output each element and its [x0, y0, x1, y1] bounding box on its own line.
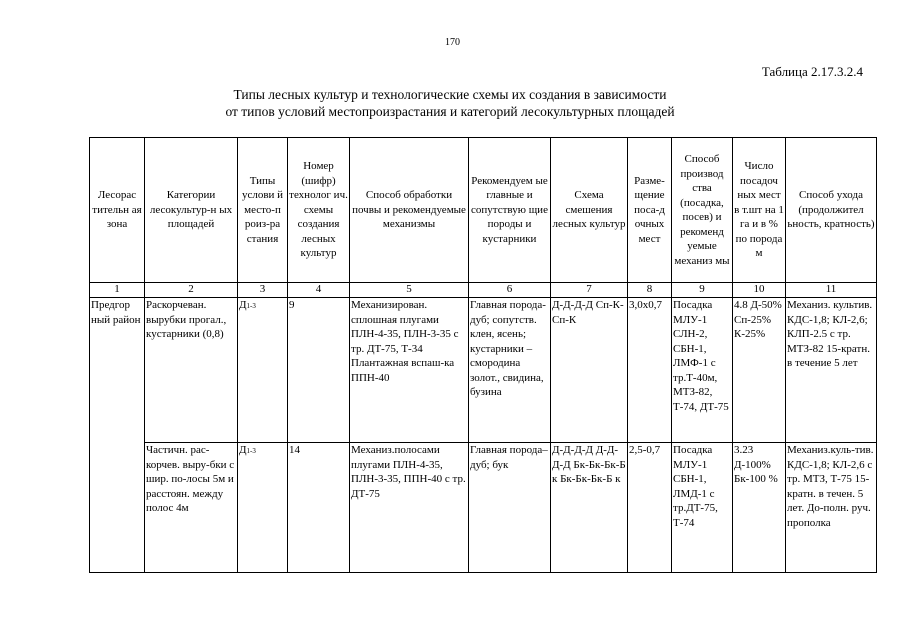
header-soil-treatment: Способ обработки почвы и рекомендуемые механизмы: [350, 138, 469, 283]
column-number: 5: [350, 283, 469, 298]
method-cell: Посадка МЛУ-1 СЛН-2, СБН-1, ЛМФ-1 с тр.Т-40м, МТЗ-82, Т-74, ДТ-75: [672, 298, 733, 443]
table-row: [90, 443, 877, 573]
table-title: [150, 86, 750, 120]
header-site-type: Типы услови й место-п роиз-ра стания: [238, 138, 288, 283]
category-cell: Раскорчеван. вырубки прогал., кустарники (0,8): [145, 298, 238, 443]
table-id: Таблица 2.17.3.2.4: [761, 64, 863, 79]
column-number: 7: [551, 283, 628, 298]
site-type-main: Д: [239, 299, 247, 311]
species-cell: Главная порода-дуб; сопутств. клен, ясень; кустарники – смородина золот., свидина, бузина: [469, 298, 551, 443]
soil-cell: Механиз.полосами плугами ПЛН-4-35, ПЛН-3-35, ППН-40 с тр. ДТ-75: [350, 443, 469, 573]
soil-cell: Механизирован. сплошная плугами ПЛН-4-35, ПЛН-3-35 с тр. ДТ-75, Т-34 Плантажная вспаш-ка ППН-40: [350, 298, 469, 443]
table-row: [90, 298, 877, 443]
column-number: 3: [238, 283, 288, 298]
site-type-main: Д: [239, 444, 247, 456]
mixing-cell: Д-Д-Д-Д Д-Д-Д-Д Бк-Бк-Бк-Б к Бк-Бк-Бк-Б к: [551, 443, 628, 573]
species-cell: Главная порода–дуб; бук: [469, 443, 551, 573]
category-cell: Частичн. рас-корчев. выру-бки с шир. по-лосы 5м и расстоян. между полос 4м: [145, 443, 238, 573]
title-line-1: Типы лесных культур и технологические схемы их создания в зависимости: [233, 87, 667, 102]
site-type-cell: [238, 443, 288, 573]
count-cell: 4.8 Д-50% Сп-25% К-25%: [733, 298, 786, 443]
zone-cell: Предгор ный район: [90, 298, 145, 573]
header-row: [90, 138, 877, 283]
care-cell: Механиз. культив. КДС-1,8; КЛ-2,6; КЛП-2.5 с тр. МТЗ-82 15-кратн. в течение 5 лет: [786, 298, 877, 443]
header-production-method: Способ производ ства (посадка, посев) и рекоменд уемые механиз мы: [672, 138, 733, 283]
scheme-cell: 9: [288, 298, 350, 443]
header-mixing-scheme: Схема смешения лесных культур: [551, 138, 628, 283]
column-number-row: [90, 283, 877, 298]
column-number: 11: [786, 283, 877, 298]
title-line-2: от типов условий местопроизрастания и категорий лесокультурных площадей: [225, 104, 675, 119]
column-number: 6: [469, 283, 551, 298]
column-number: 1: [90, 283, 145, 298]
header-category: Категории лесокультур-н ых площадей: [145, 138, 238, 283]
scheme-cell: 14: [288, 443, 350, 573]
column-number: 9: [672, 283, 733, 298]
header-spacing: Разме-щение поса-д очных мест: [628, 138, 672, 283]
header-species: Рекомендуем ые главные и сопутствую щие породы и кустарники: [469, 138, 551, 283]
header-scheme-number: Номер (шифр) технолог ич. схемы создания лесных культур: [288, 138, 350, 283]
page-number: 170: [445, 37, 460, 48]
care-cell: Механиз.куль-тив. КДС-1,8; КЛ-2,6 с тр. МТЗ, Т-75 15-кратн. в течен. 5 лет. До-полн. руч. прополка: [786, 443, 877, 573]
forest-cultures-table: [89, 137, 877, 573]
spacing-cell: 2,5-0,7: [628, 443, 672, 573]
mixing-cell: Д-Д-Д-Д Сп-К-Сп-К: [551, 298, 628, 443]
header-care-method: Способ ухода (продолжител ьность, кратность): [786, 138, 877, 283]
header-planting-count: Число посадоч ных мест в т.шт на 1 га и в % по порода м: [733, 138, 786, 283]
site-type-subscript: 1-3: [246, 447, 256, 455]
column-number: 8: [628, 283, 672, 298]
count-cell: 3.23 Д-100% Бк-100 %: [733, 443, 786, 573]
site-type-subscript: 1-3: [246, 302, 256, 310]
site-type-cell: [238, 298, 288, 443]
column-number: 2: [145, 283, 238, 298]
column-number: 10: [733, 283, 786, 298]
method-cell: Посадка МЛУ-1 СБН-1, ЛМД-1 с тр.ДТ-75, Т-74: [672, 443, 733, 573]
column-number: 4: [288, 283, 350, 298]
header-zone: Лесорас тительн ая зона: [90, 138, 145, 283]
spacing-cell: 3,0х0,7: [628, 298, 672, 443]
